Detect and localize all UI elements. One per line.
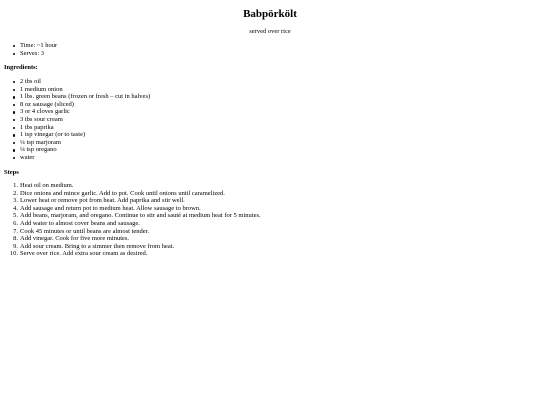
list-item: 3 tbs sour cream — [0, 116, 150, 124]
ingredients-heading: Ingredients: — [4, 64, 38, 71]
list-item: 1 lbs. green beans (frozen or fresh – cut in halves) — [0, 93, 150, 101]
list-item: ¼ tsp marjoram — [0, 139, 150, 147]
step-item — [0, 212, 261, 220]
step-number: 6. — [13, 219, 18, 227]
step-text: Add vinegar. Cook for five more minutes. — [20, 235, 130, 243]
steps-list — [0, 182, 261, 258]
step-number: 3. — [13, 197, 18, 205]
step-item — [0, 250, 261, 258]
meta-serves: Serves: 3 — [0, 50, 57, 58]
step-item — [0, 190, 261, 198]
step-text: Lower heat or remove pot from heat. Add paprika and stir well. — [20, 197, 185, 205]
list-item: water — [0, 154, 150, 162]
list-item: 1 tbs paprika — [0, 124, 150, 132]
list-item: 1 medium onion — [0, 86, 150, 94]
step-number: 2. — [13, 189, 18, 197]
ingredients-list — [0, 78, 150, 162]
list-item: 2 tbs oil — [0, 78, 150, 86]
step-text: Heat oil on medium. — [20, 182, 74, 189]
recipe-meta-list — [0, 42, 57, 57]
step-number: 1. — [13, 182, 18, 189]
step-item — [0, 220, 261, 228]
step-text: Dice onions and mince garlic. Add to pot. Cook until onions until caramelized. — [20, 189, 225, 197]
step-number: 7. — [13, 227, 18, 235]
list-item: 8 oz sausage (sliced) — [0, 101, 150, 109]
step-text: Add beans, marjoram, and oregano. Continue to stir and sauté at medium heat for 5 minutes. — [20, 212, 261, 220]
step-text: Cook 45 minutes or until beans are almost tender. — [20, 227, 150, 235]
step-item — [0, 205, 261, 213]
list-item: 1 tsp vinegar (or to taste) — [0, 131, 150, 139]
step-text: Add water to almost cover beans and sausage. — [20, 219, 140, 227]
step-item — [0, 228, 261, 236]
step-text: Add sausage and return pot to medium heat. Allow sausage to brown. — [20, 204, 201, 212]
step-item — [0, 197, 261, 205]
step-number: 9. — [13, 242, 18, 250]
step-number: 5. — [13, 212, 18, 220]
steps-heading: Steps — [4, 169, 19, 176]
list-item: ¼ tsp oregano — [0, 146, 150, 154]
step-number: 4. — [13, 204, 18, 212]
step-item — [0, 243, 261, 251]
step-number: 8. — [13, 235, 18, 243]
page-subtitle: served over rice — [249, 28, 291, 35]
step-number: 10. — [9, 250, 18, 258]
list-item: 3 or 4 cloves garlic — [0, 108, 150, 116]
page-title: Babpörkölt — [243, 8, 297, 20]
meta-time: Time: ~1 hour — [0, 42, 57, 50]
step-item — [0, 182, 261, 190]
step-text: Serve over rice. Add extra sour cream as desired. — [20, 250, 148, 258]
step-item — [0, 235, 261, 243]
step-text: Add sour cream. Bring to a simmer then remove from heat. — [20, 242, 175, 250]
